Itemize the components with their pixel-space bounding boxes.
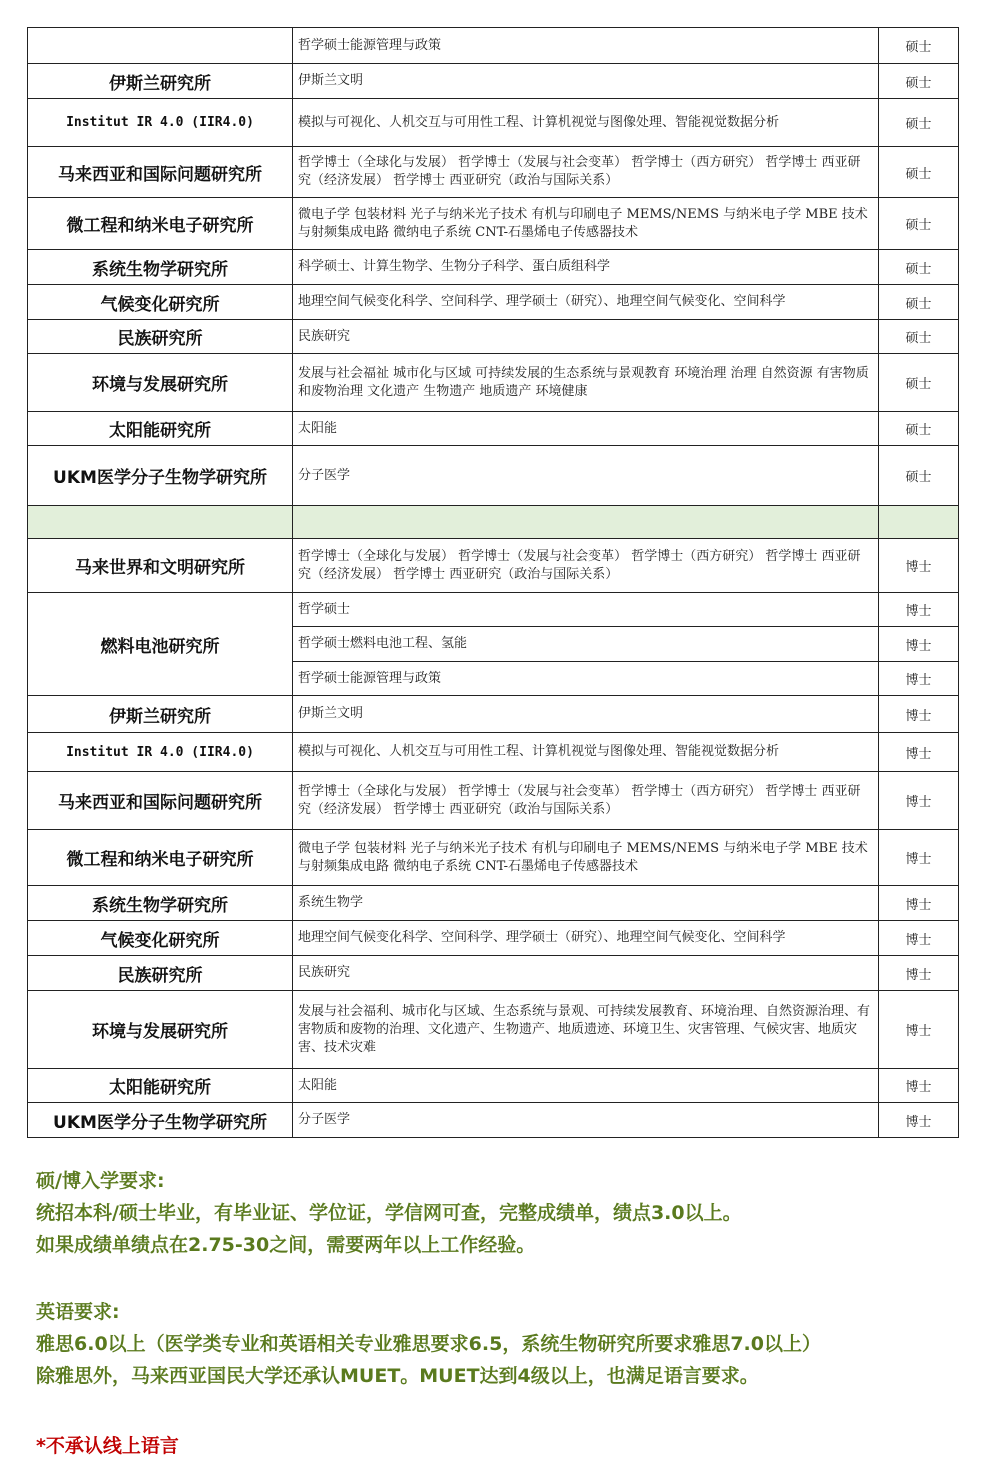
major-cell: 太阳能 — [293, 412, 879, 446]
institute-cell: 马来世界和文明研究所 — [28, 539, 293, 593]
degree-cell: 博士 — [879, 956, 959, 991]
degree-cell: 硕士 — [879, 147, 959, 198]
institute-cell: 系统生物学研究所 — [28, 886, 293, 921]
major-cell: 微电子学 包装材料 光子与纳米光子技术 有机与印刷电子 MEMS/NEMS 与纳米电子学 MBE 技术与射频集成电路 微纳电子系统 CNT-石墨烯电子传感器技术 — [293, 830, 879, 886]
degree-cell: 博士 — [879, 886, 959, 921]
english-title: 英语要求: — [36, 1301, 120, 1323]
degree-cell: 博士 — [879, 696, 959, 733]
english-line: 雅思6.0以上（医学类专业和英语相关专业雅思要求6.5，系统生物研究所要求雅思7.0以上） — [36, 1333, 821, 1355]
institute-cell: 伊斯兰研究所 — [28, 696, 293, 733]
table-row — [28, 956, 959, 991]
institute-cell: 系统生物学研究所 — [28, 250, 293, 285]
major-cell: 哲学博士（全球化与发展） 哲学博士（发展与社会变革） 哲学博士（西方研究） 哲学博士 西亚研究（经济发展） 哲学博士 西亚研究（政治与国际关系） — [293, 539, 879, 593]
institute-cell: UKM医学分子生物学研究所 — [28, 1103, 293, 1138]
degree-cell: 硕士 — [879, 320, 959, 354]
degree-cell: 博士 — [879, 733, 959, 772]
institute-cell: 马来西亚和国际问题研究所 — [28, 147, 293, 198]
admission-title: 硕/博入学要求: — [36, 1170, 165, 1192]
major-cell: 哲学硕士 — [293, 593, 879, 627]
table-row — [28, 250, 959, 285]
degree-cell: 硕士 — [879, 354, 959, 412]
institute-cell: Institut IR 4.0 (IIR4.0) — [28, 99, 293, 147]
major-cell: 模拟与可视化、人机交互与可用性工程、计算机视觉与图像处理、智能视觉数据分析 — [293, 733, 879, 772]
institute-cell: Institut IR 4.0 (IIR4.0) — [28, 733, 293, 772]
major-cell: 哲学硕士燃料电池工程、氢能 — [293, 627, 879, 662]
table-row — [28, 446, 959, 506]
degree-cell: 硕士 — [879, 198, 959, 250]
table-row — [28, 991, 959, 1069]
table-row — [28, 354, 959, 412]
degree-cell: 硕士 — [879, 446, 959, 506]
institute-cell: 马来西亚和国际问题研究所 — [28, 772, 293, 830]
degree-cell: 博士 — [879, 991, 959, 1069]
table-row — [28, 830, 959, 886]
degree-cell: 硕士 — [879, 64, 959, 99]
institute-cell: 太阳能研究所 — [28, 412, 293, 446]
major-cell: 微电子学 包装材料 光子与纳米光子技术 有机与印刷电子 MEMS/NEMS 与纳米电子学 MBE 技术与射频集成电路 微纳电子系统 CNT-石墨烯电子传感器技术 — [293, 198, 879, 250]
degree-cell: 博士 — [879, 593, 959, 627]
program-table-wrapper — [27, 27, 958, 1138]
table-row — [28, 772, 959, 830]
major-cell: 哲学博士（全球化与发展） 哲学博士（发展与社会变革） 哲学博士（西方研究） 哲学博士 西亚研究（经济发展） 哲学博士 西亚研究（政治与国际关系） — [293, 147, 879, 198]
table-row — [28, 886, 959, 921]
table-row — [28, 64, 959, 99]
major-cell: 分子医学 — [293, 1103, 879, 1138]
table-row — [28, 285, 959, 320]
admission-requirements — [36, 1165, 742, 1261]
degree-cell: 博士 — [879, 539, 959, 593]
english-line: 除雅思外，马来西亚国民大学还承认MUET。MUET达到4级以上，也满足语言要求。 — [36, 1365, 759, 1387]
institute-cell: 伊斯兰研究所 — [28, 64, 293, 99]
table-row — [28, 1069, 959, 1103]
table-row — [28, 198, 959, 250]
table-row — [28, 921, 959, 956]
major-cell: 哲学硕士能源管理与政策 — [293, 28, 879, 64]
major-cell: 系统生物学 — [293, 886, 879, 921]
online-language-note: *不承认线上语言 — [36, 1435, 179, 1457]
major-cell: 伊斯兰文明 — [293, 64, 879, 99]
degree-cell: 博士 — [879, 830, 959, 886]
institute-cell — [28, 28, 293, 64]
institute-cell: 民族研究所 — [28, 320, 293, 354]
degree-cell: 硕士 — [879, 285, 959, 320]
separator-cell — [293, 506, 879, 539]
major-cell: 模拟与可视化、人机交互与可用性工程、计算机视觉与图像处理、智能视觉数据分析 — [293, 99, 879, 147]
major-cell: 地理空间气候变化科学、空间科学、理学硕士（研究）、地理空间气候变化、空间科学 — [293, 921, 879, 956]
major-cell: 发展与社会福祉 城市化与区域 可持续发展的生态系统与景观教育 环境治理 治理 自然资源 有害物质和废物治理 文化遗产 生物遗产 地质遗产 环境健康 — [293, 354, 879, 412]
major-cell: 哲学博士（全球化与发展） 哲学博士（发展与社会变革） 哲学博士（西方研究） 哲学博士 西亚研究（经济发展） 哲学博士 西亚研究（政治与国际关系） — [293, 772, 879, 830]
institute-cell: 燃料电池研究所 — [28, 593, 293, 696]
major-cell: 太阳能 — [293, 1069, 879, 1103]
table-row — [28, 696, 959, 733]
table-row — [28, 539, 959, 593]
english-requirements — [36, 1296, 821, 1392]
degree-cell: 博士 — [879, 662, 959, 696]
program-table — [27, 27, 959, 1138]
table-row — [28, 320, 959, 354]
major-cell: 分子医学 — [293, 446, 879, 506]
degree-cell: 博士 — [879, 772, 959, 830]
major-cell: 科学硕士、计算生物学、生物分子科学、蛋白质组科学 — [293, 250, 879, 285]
admission-line: 如果成绩单绩点在2.75-30之间，需要两年以上工作经验。 — [36, 1234, 536, 1256]
table-row — [28, 99, 959, 147]
table-row — [28, 1103, 959, 1138]
institute-cell: 民族研究所 — [28, 956, 293, 991]
major-cell: 地理空间气候变化科学、空间科学、理学硕士（研究）、地理空间气候变化、空间科学 — [293, 285, 879, 320]
institute-cell: 环境与发展研究所 — [28, 354, 293, 412]
degree-cell: 硕士 — [879, 28, 959, 64]
degree-cell: 博士 — [879, 921, 959, 956]
institute-cell: 环境与发展研究所 — [28, 991, 293, 1069]
institute-cell: UKM医学分子生物学研究所 — [28, 446, 293, 506]
degree-cell: 硕士 — [879, 250, 959, 285]
table-row — [28, 412, 959, 446]
major-cell: 伊斯兰文明 — [293, 696, 879, 733]
table-row — [28, 593, 959, 627]
degree-cell: 硕士 — [879, 412, 959, 446]
separator-cell — [879, 506, 959, 539]
major-cell: 发展与社会福利、城市化与区域、生态系统与景观、可持续发展教育、环境治理、自然资源治理、有害物质和废物的治理、文化遗产、生物遗产、地质遗迹、环境卫生、灾害管理、气候灾害、地质灾害、技术灾难 — [293, 991, 879, 1069]
major-cell: 民族研究 — [293, 956, 879, 991]
table-row — [28, 28, 959, 64]
major-cell: 哲学硕士能源管理与政策 — [293, 662, 879, 696]
institute-cell: 气候变化研究所 — [28, 921, 293, 956]
admission-line: 统招本科/硕士毕业，有毕业证、学位证，学信网可查，完整成绩单，绩点3.0以上。 — [36, 1202, 742, 1224]
degree-cell: 博士 — [879, 1103, 959, 1138]
table-row — [28, 147, 959, 198]
institute-cell: 气候变化研究所 — [28, 285, 293, 320]
institute-cell: 微工程和纳米电子研究所 — [28, 198, 293, 250]
major-cell: 民族研究 — [293, 320, 879, 354]
degree-cell: 博士 — [879, 627, 959, 662]
table-row — [28, 733, 959, 772]
institute-cell: 太阳能研究所 — [28, 1069, 293, 1103]
degree-cell: 硕士 — [879, 99, 959, 147]
degree-cell: 博士 — [879, 1069, 959, 1103]
institute-cell: 微工程和纳米电子研究所 — [28, 830, 293, 886]
separator-cell — [28, 506, 293, 539]
section-separator-row — [28, 506, 959, 539]
